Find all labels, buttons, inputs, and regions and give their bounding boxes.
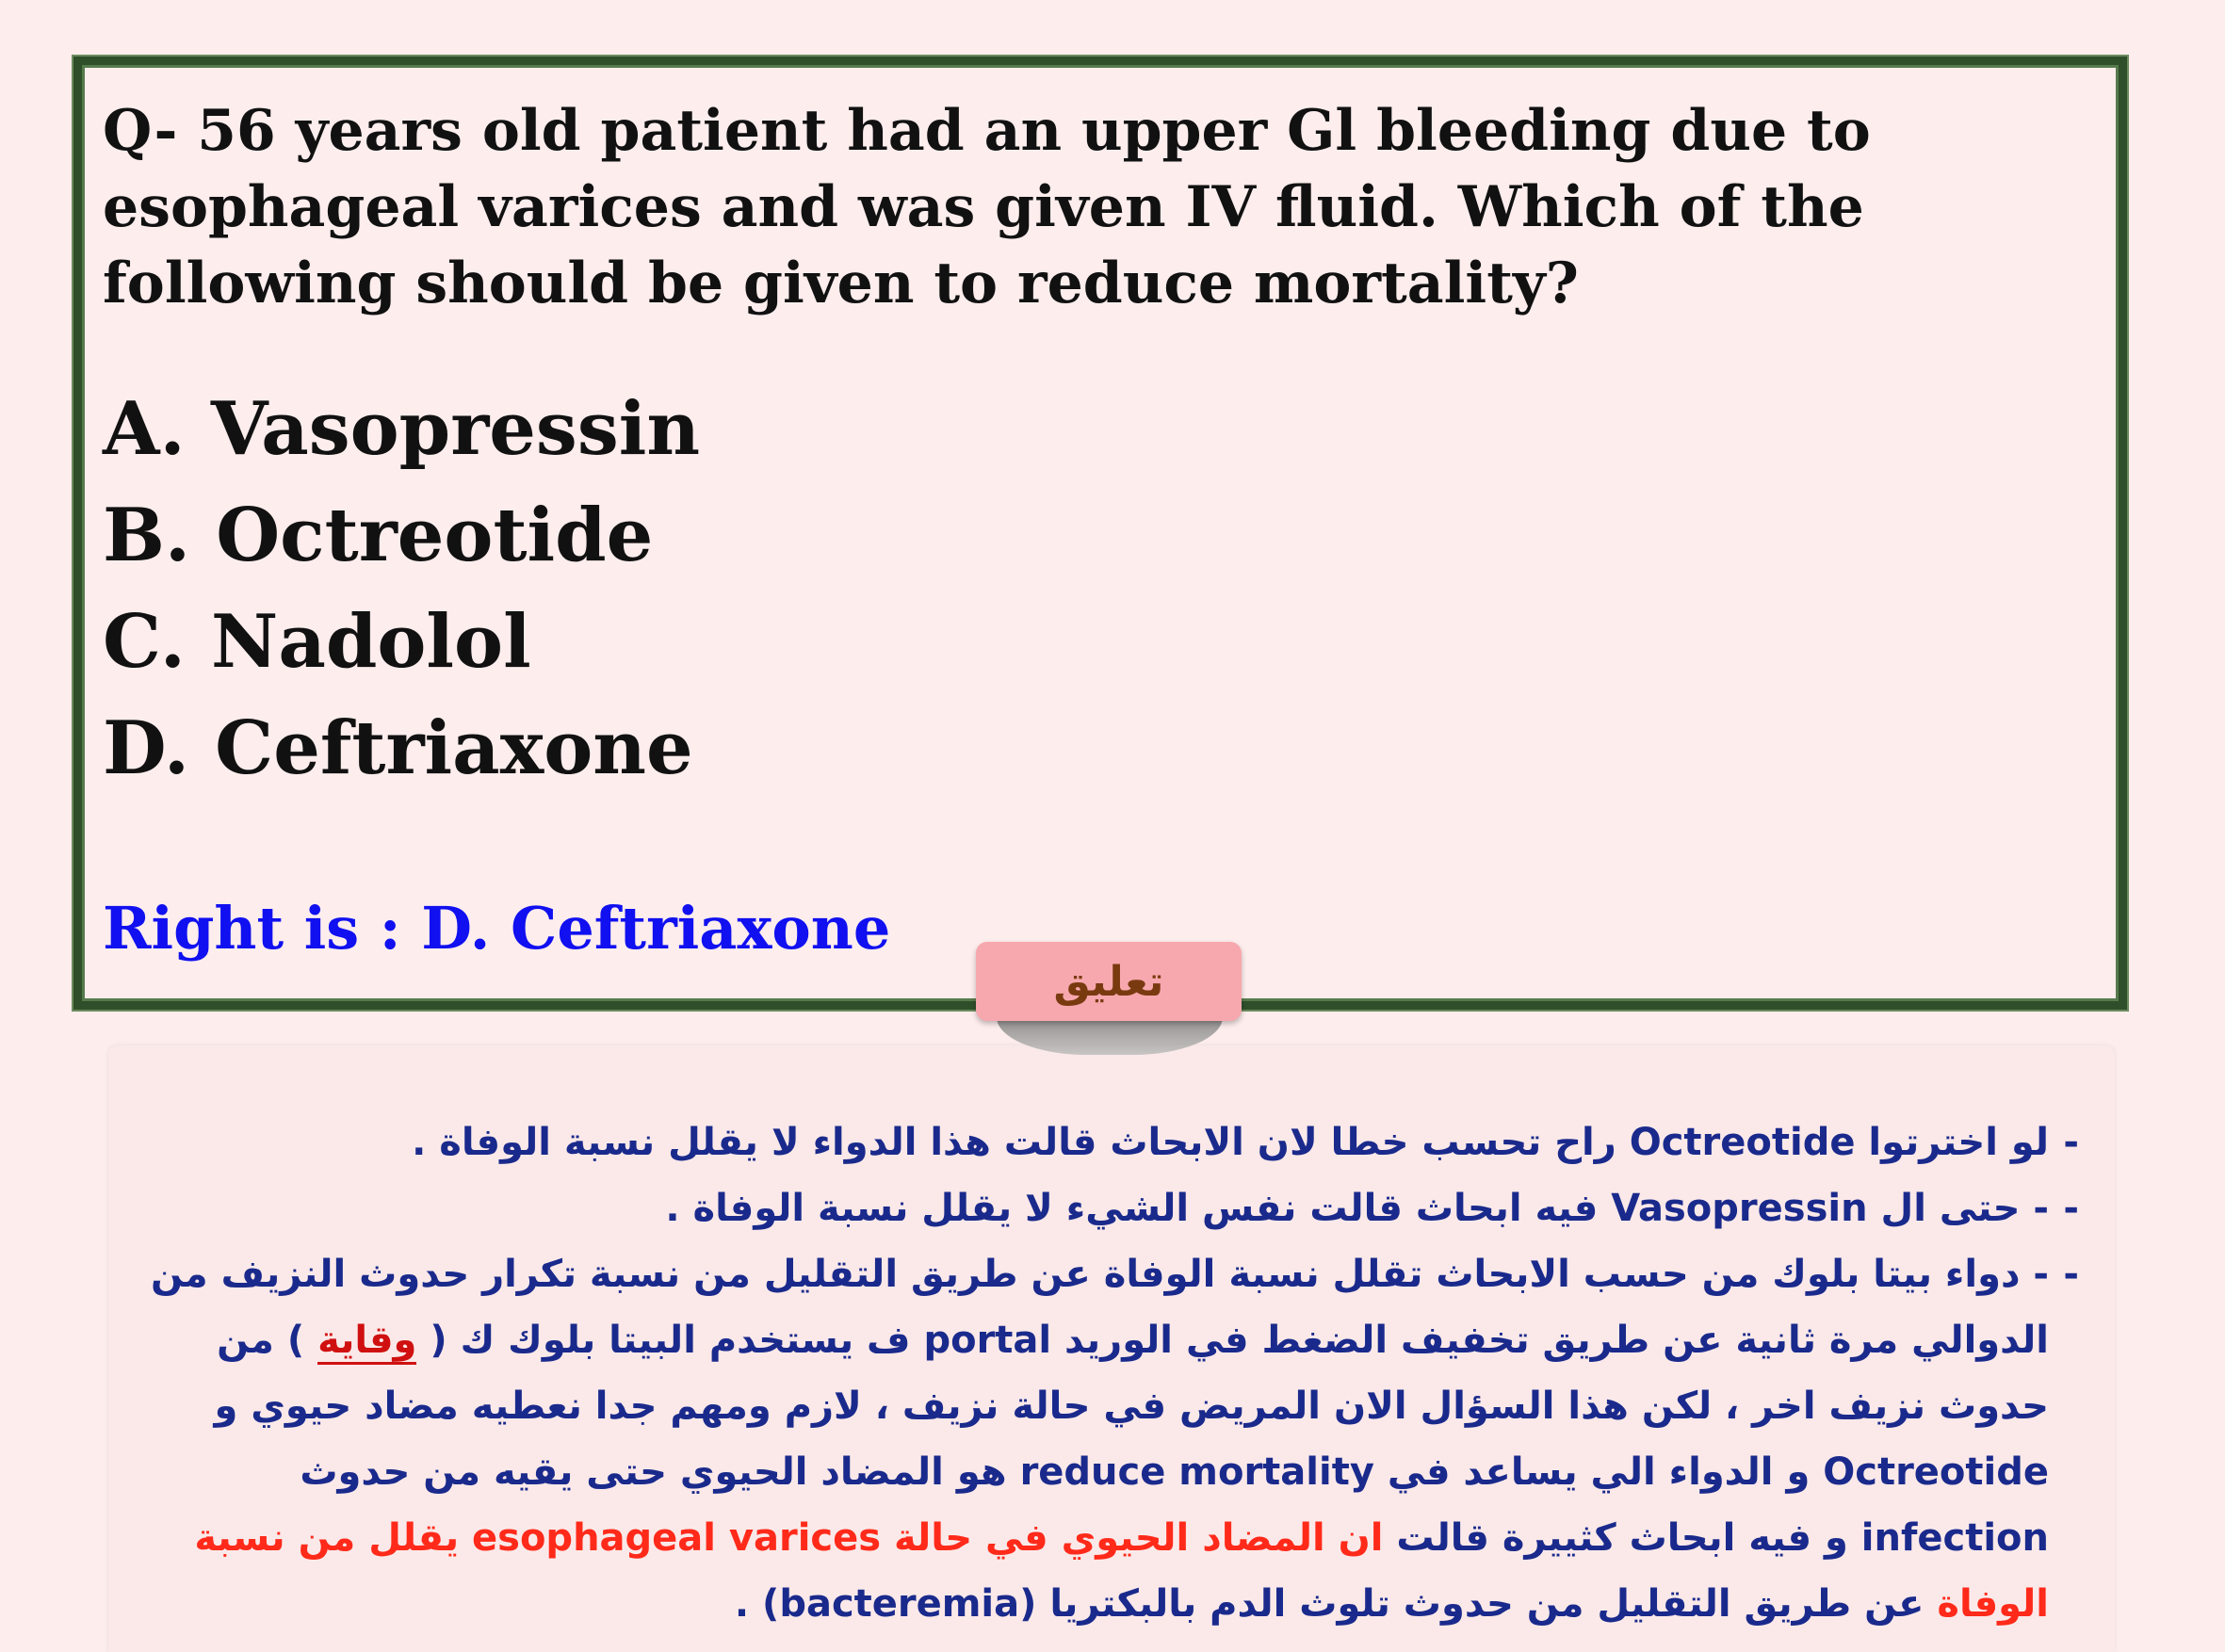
comment-line-3a: - دواء بيتا بلوك من حسب الابحاث تقلل نسبة الوفاة عن طريق التقليل من نسبة تكرار حدوث النزيف من الدوالي مرة ثانية عن طريق تخفيف الضغط في الوريد portal ف يستخدم البيتا بلوك ك ( [150,1253,2049,1362]
comment-item-2 [138,1175,2079,1241]
comment-item-3 [138,1241,2079,1637]
comment-line-2: - حتى ال Vasopressin فيه ابحاث قالت نفس الشيء لا يقلل نسبة الوفاة . [665,1187,2049,1230]
question-text: Q- 56 years old patient had an upper Gl bleeding due to esophageal varices and was given IV fluid. Which of the following should be given to reduce mortality? [103,98,1871,316]
option-b[interactable]: B. Octreotide [103,493,654,578]
comment-underlined-word: وقاية [317,1319,416,1365]
correct-answer: Right is : D. Ceftriaxone [103,894,891,963]
option-a[interactable]: A. Vasopressin [103,386,701,472]
options-list [103,376,700,802]
comment-line-3b: ) من حدوث نزيف اخر ، لكن هذا السؤال الان المريض في حالة نزيف ، لازم ومهم جدا نعطيه مضاد حيوي و Octreotide و الدواء الي يساعد في reduce mortality هو المضاد الحيوي حتى يقيه من حدوث infection و فيه ابحاث كثييرة قالت [214,1319,2049,1560]
comment-item-1 [138,1109,2079,1175]
option-c[interactable]: C. Nadolol [103,599,531,685]
comment-line-3c: عن طريق التقليل من حدوث تلوث الدم بالبكتريا (bacteremia) . [734,1582,1925,1626]
comment-panel [108,1045,2115,1652]
comment-tab[interactable]: تعليق [976,942,1242,1021]
option-d[interactable]: D. Ceftriaxone [103,705,693,791]
question-frame [73,57,2127,1010]
comment-list [138,1109,2079,1637]
comment-line-1: لو اخترتوا Octreotide راح تحسب خطا لان الابحاث قالت هذا الدواء لا يقلل نسبة الوفاة . [412,1121,2049,1164]
comment-highlight: ان المضاد الحيوي في حالة esophageal varices يقلل من نسبة الوفاة [194,1516,2049,1626]
